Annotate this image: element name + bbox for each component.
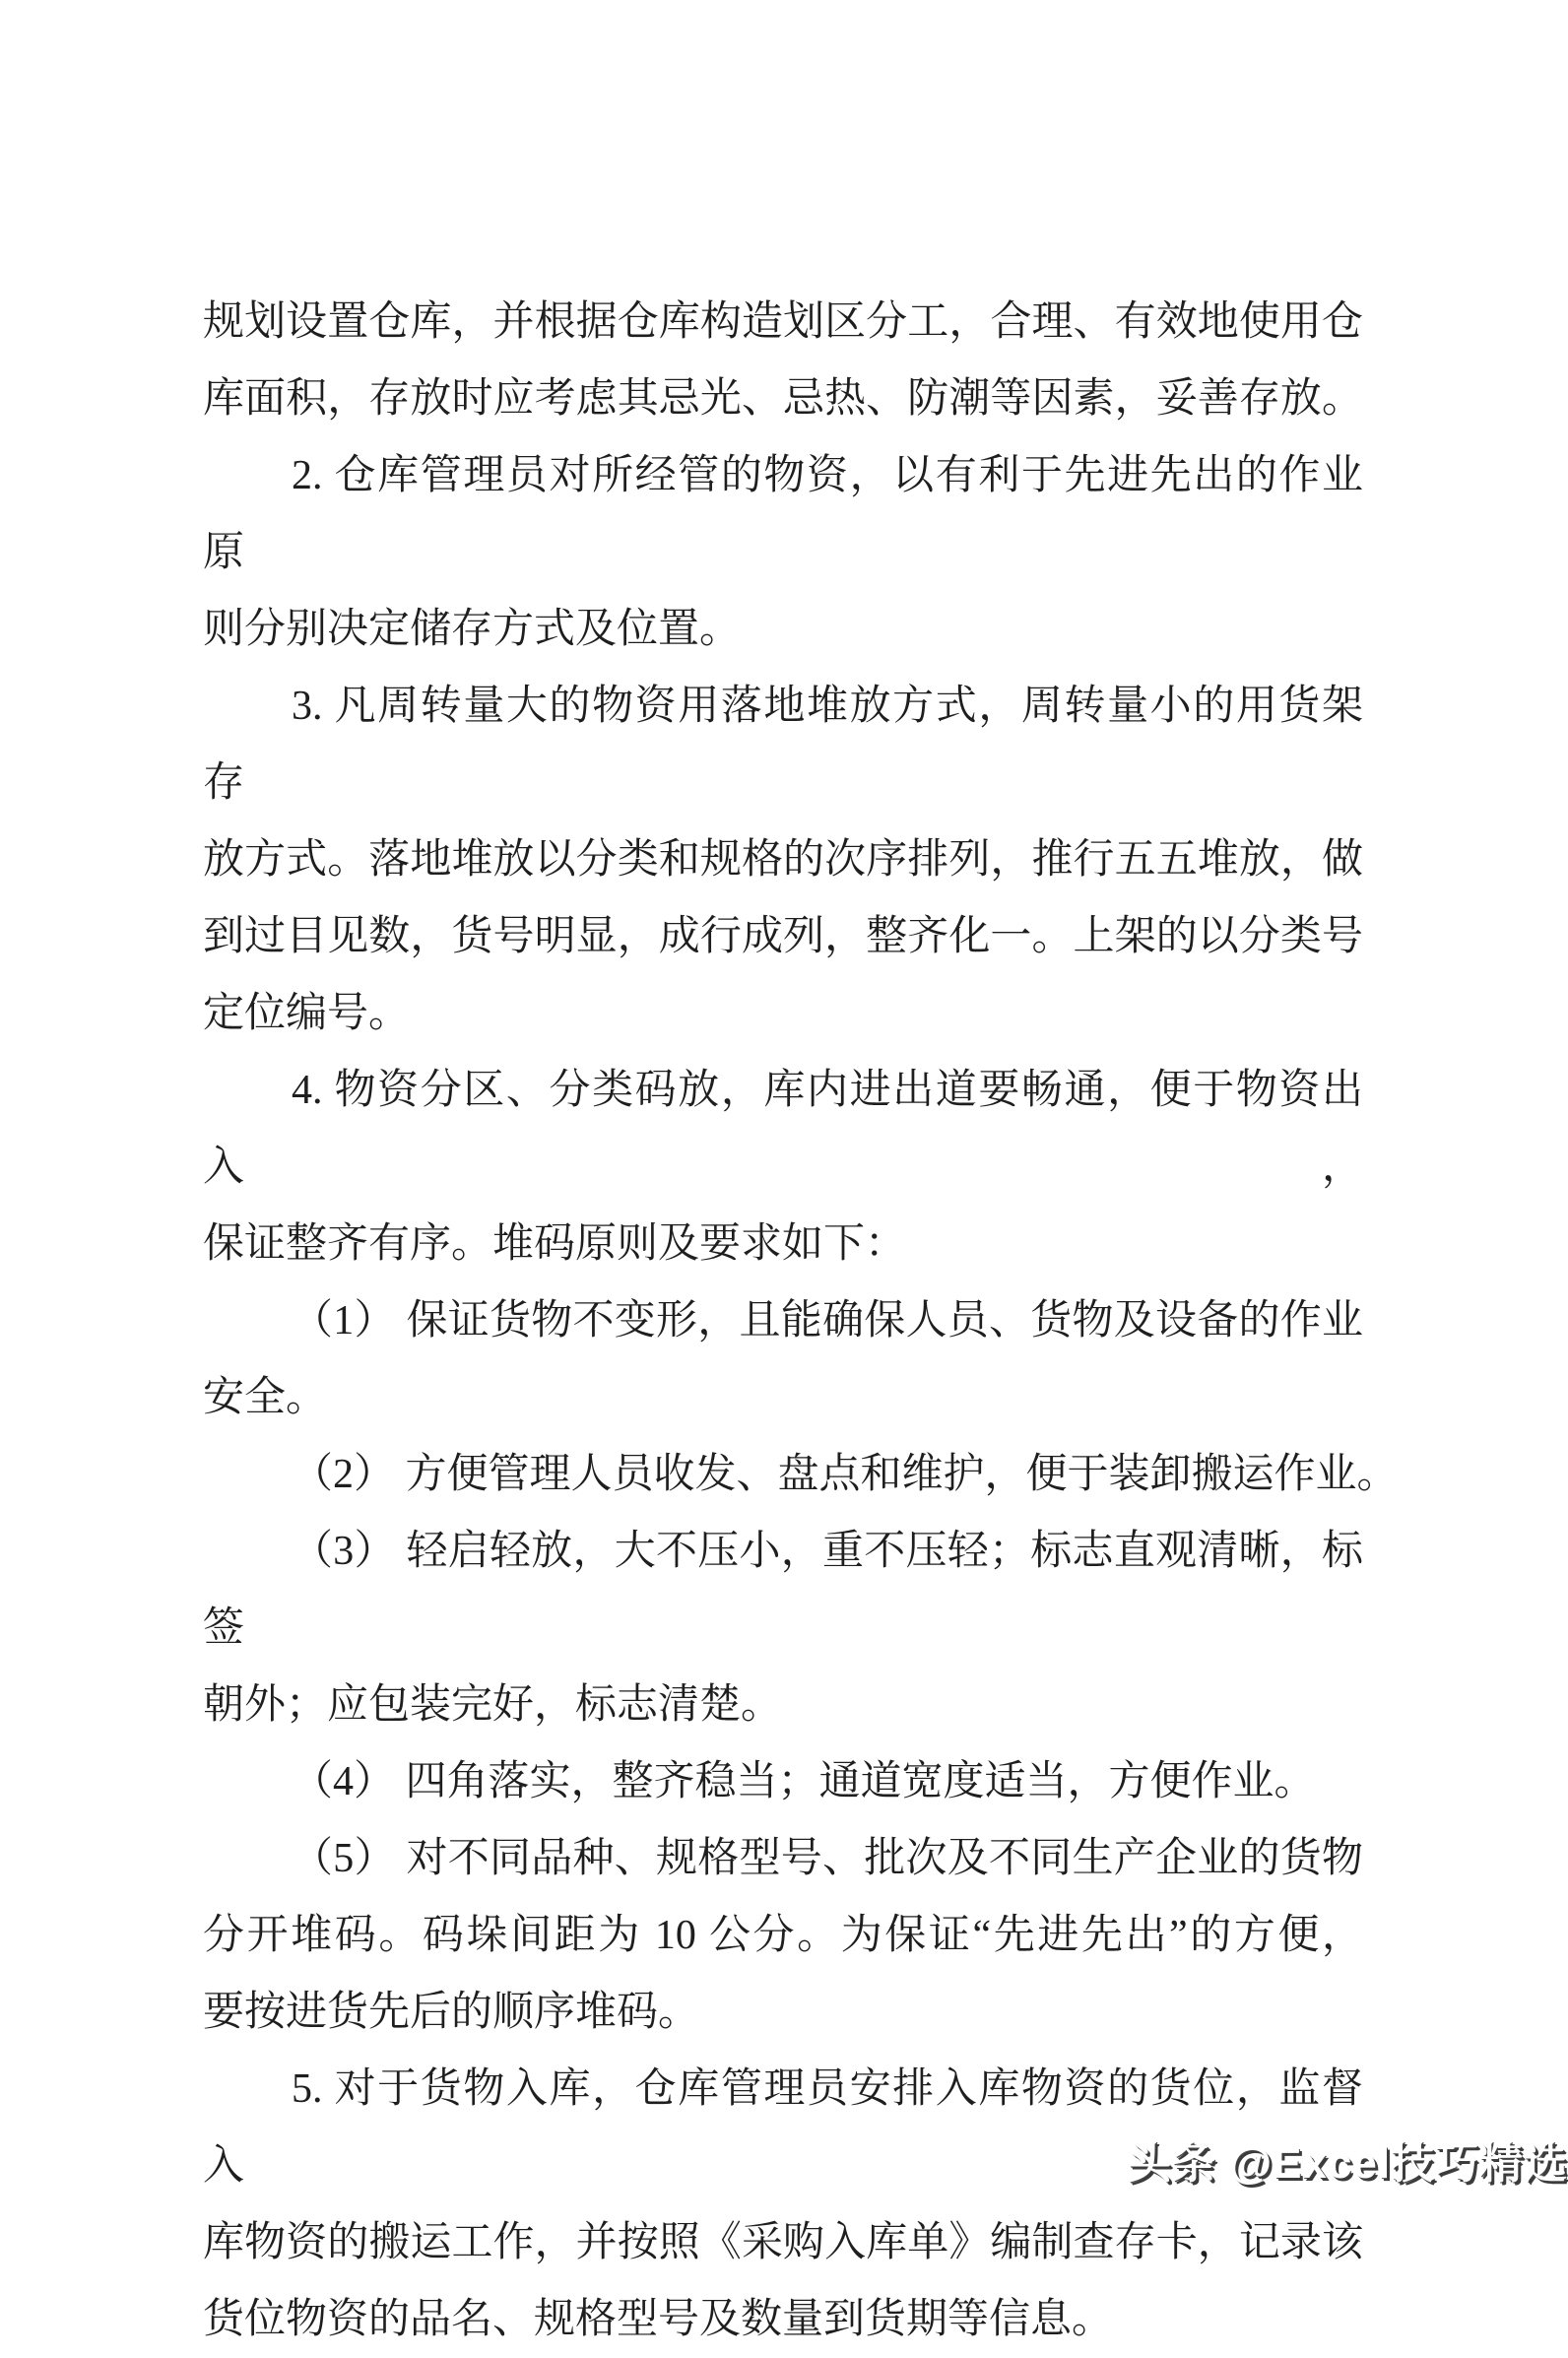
text-line: （3） 轻启轻放，大不压小，重不压轻；标志直观清晰，标签 (203, 1529, 1363, 1651)
text-line: 4. 物资分区、分类码放，库内进出道要畅通，便于物资出入， (203, 1068, 1363, 1190)
text-line: （5） 对不同品种、规格型号、批次及不同生产企业的货物 (292, 1836, 1363, 1881)
text-line: 安全。 (203, 1375, 328, 1420)
text-line: 规划设置仓库，并根据仓库构造划区分工，合理、有效地使用仓 (203, 299, 1363, 345)
text-line: 货位物资的品名、规格型号及数量到货期等信息。 (203, 2297, 1114, 2342)
text-line: 5. 对于货物入库，仓库管理员安排入库物资的货位，监督入 (203, 2066, 1363, 2189)
text-line: （4） 四角落实，整齐稳当；通道宽度适当，方便作业。 (292, 1759, 1316, 1804)
text-line: 到过目见数，货号明显，成行成列，整齐化一。上架的以分类号 (203, 914, 1363, 959)
text-line: 库物资的搬运工作，并按照《采购入库单》编制查存卡，记录该 (203, 2220, 1363, 2265)
text-line: 则分别决定储存方式及位置。 (203, 607, 742, 652)
text-line: 定位编号。 (203, 991, 411, 1036)
text-line: （2） 方便管理人员收发、盘点和维护，便于装卸搬运作业。 (292, 1452, 1399, 1497)
text-line: 3. 凡周转量大的物资用落地堆放方式，周转量小的用货架存 (203, 684, 1363, 806)
text-line: 放方式。落地堆放以分类和规格的次序排列，推行五五堆放，做 (203, 837, 1363, 883)
text-line: 库面积，存放时应考虑其忌光、忌热、防潮等因素，妥善存放。 (203, 376, 1363, 422)
text-line: 朝外；应包装完好，标志清楚。 (203, 1682, 783, 1728)
text-line: 分开堆码。码垛间距为 10 公分。为保证“先进先出”的方便， (203, 1913, 1363, 1958)
text-line: 2. 仓库管理员对所经管的物资，以有利于先进先出的作业原 (203, 453, 1363, 575)
document-text (203, 284, 1399, 2358)
text-line: 保证整齐有序。堆码原则及要求如下： (203, 1221, 907, 1267)
text-line: （1） 保证货物不变形，且能确保人员、货物及设备的作业 (292, 1298, 1363, 1343)
watermark: 头条 @Excel技巧精选 (1128, 2139, 1568, 2188)
text-line: 要按进货先后的顺序堆码。 (203, 1990, 700, 2035)
